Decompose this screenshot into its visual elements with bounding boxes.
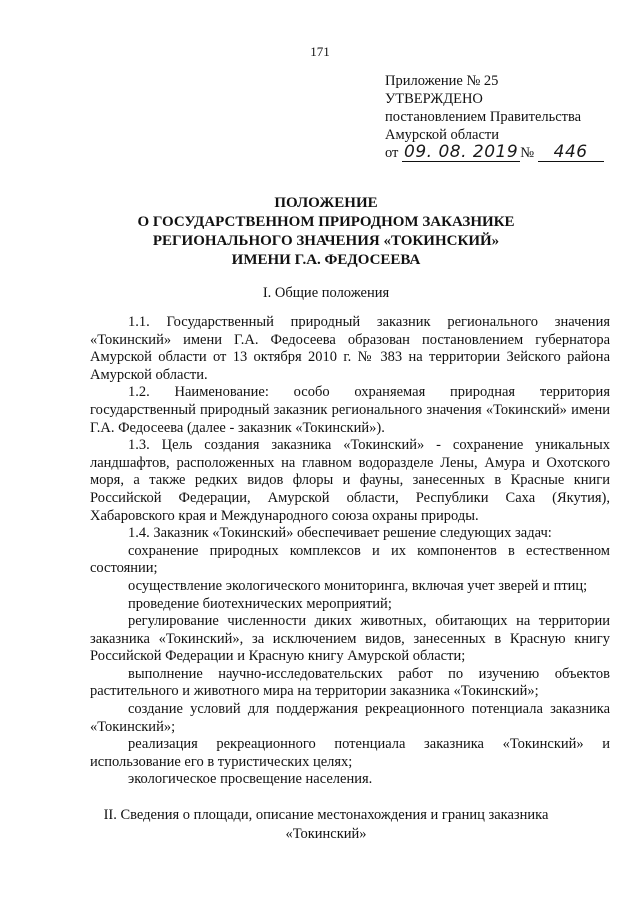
date-number-line — [385, 144, 604, 162]
paragraph-1-4: 1.4. Заказник «Токинский» обеспечивает решение следующих задач: — [128, 525, 552, 542]
title-line-2: О ГОСУДАРСТВЕННОМ ПРИРОДНОМ ЗАКАЗНИКЕ — [137, 214, 515, 230]
section-2-heading-line-2: «Токинский» — [285, 826, 367, 842]
task-item: экологическое просвещение населения. — [128, 771, 373, 788]
section-2-heading-line-1: II. Сведения о площади, описание местонахождения и границ заказника — [103, 807, 549, 823]
number-sign: № — [520, 145, 535, 161]
region-label: Амурской области — [385, 127, 499, 143]
task-item: сохранение природных комплексов и их компонентов в естественном состоянии; — [90, 542, 610, 577]
handwritten-number: 446 — [553, 142, 588, 162]
section-2-heading — [0, 806, 640, 844]
date-field — [402, 144, 520, 162]
paragraph-1-3: 1.3. Цель создания заказника «Токинский» - сохранение уникальных ландшафтов, расположенных на главном водоразделе Лены, Амура и Охотского моря, а также редких видов флоры и фауны, занесенных в Красные книги Российской Федерации, Амурской области, Республики Саха (Якутия), Хабаровского края и Международного союза охраны природы. — [90, 437, 610, 524]
task-item: реализация рекреационного потенциала заказника «Токинский» и использование его в туристических целях; — [90, 736, 610, 770]
title-line-3: РЕГИОНАЛЬНОГО ЗНАЧЕНИЯ «ТОКИНСКИЙ» — [152, 233, 500, 249]
handwritten-date: 09. 08. 2019 — [404, 142, 519, 162]
title-line-1: ПОЛОЖЕНИЕ — [274, 195, 378, 211]
paragraph-1-1: 1.1. Государственный природный заказник регионального значения «Токинский» имени Г.А. Федосеева образован постановлением губернатора Амурской области от 13 октября 2010 г. № 383 на территории Зейского района Амурской области. — [90, 314, 610, 383]
date-prefix: от — [385, 145, 399, 161]
section-1-body — [90, 314, 610, 789]
task-item: выполнение научно-исследовательских работ по изучению объектов растительного и животного мира на территории заказника «Токинский»; — [90, 665, 610, 700]
resolution-label: постановлением Правительства — [385, 109, 582, 125]
title-line-4: ИМЕНИ Г.А. ФЕДОСЕЕВА — [231, 252, 421, 268]
paragraph-1-2: 1.2. Наименование: особо охраняемая природная территория государственный природный заказник регионального значения «Токинский» имени Г.А. Федосеева (далее - заказник «Токинский»). — [90, 384, 610, 436]
page-number: 171 — [310, 44, 330, 59]
approved-label: УТВЕРЖДЕНО — [385, 91, 483, 107]
task-item: регулирование численности диких животных, обитающих на территории заказника «Токинский», за исключением видов, занесенных в Красную книгу Российской Федерации и Красную книгу Амурской области; — [90, 613, 610, 665]
task-item: создание условий для поддержания рекреационного потенциала заказника «Токинский»; — [90, 701, 610, 735]
appendix-label: Приложение № 25 — [385, 73, 499, 89]
task-item: осуществление экологического мониторинга, включая учет зверей и птиц; — [128, 577, 588, 594]
section-1-heading: I. Общие положения — [262, 285, 390, 301]
document-title — [0, 194, 640, 270]
approval-block — [385, 72, 604, 162]
number-field — [538, 144, 604, 162]
task-item: проведение биотехнических мероприятий; — [128, 595, 392, 612]
